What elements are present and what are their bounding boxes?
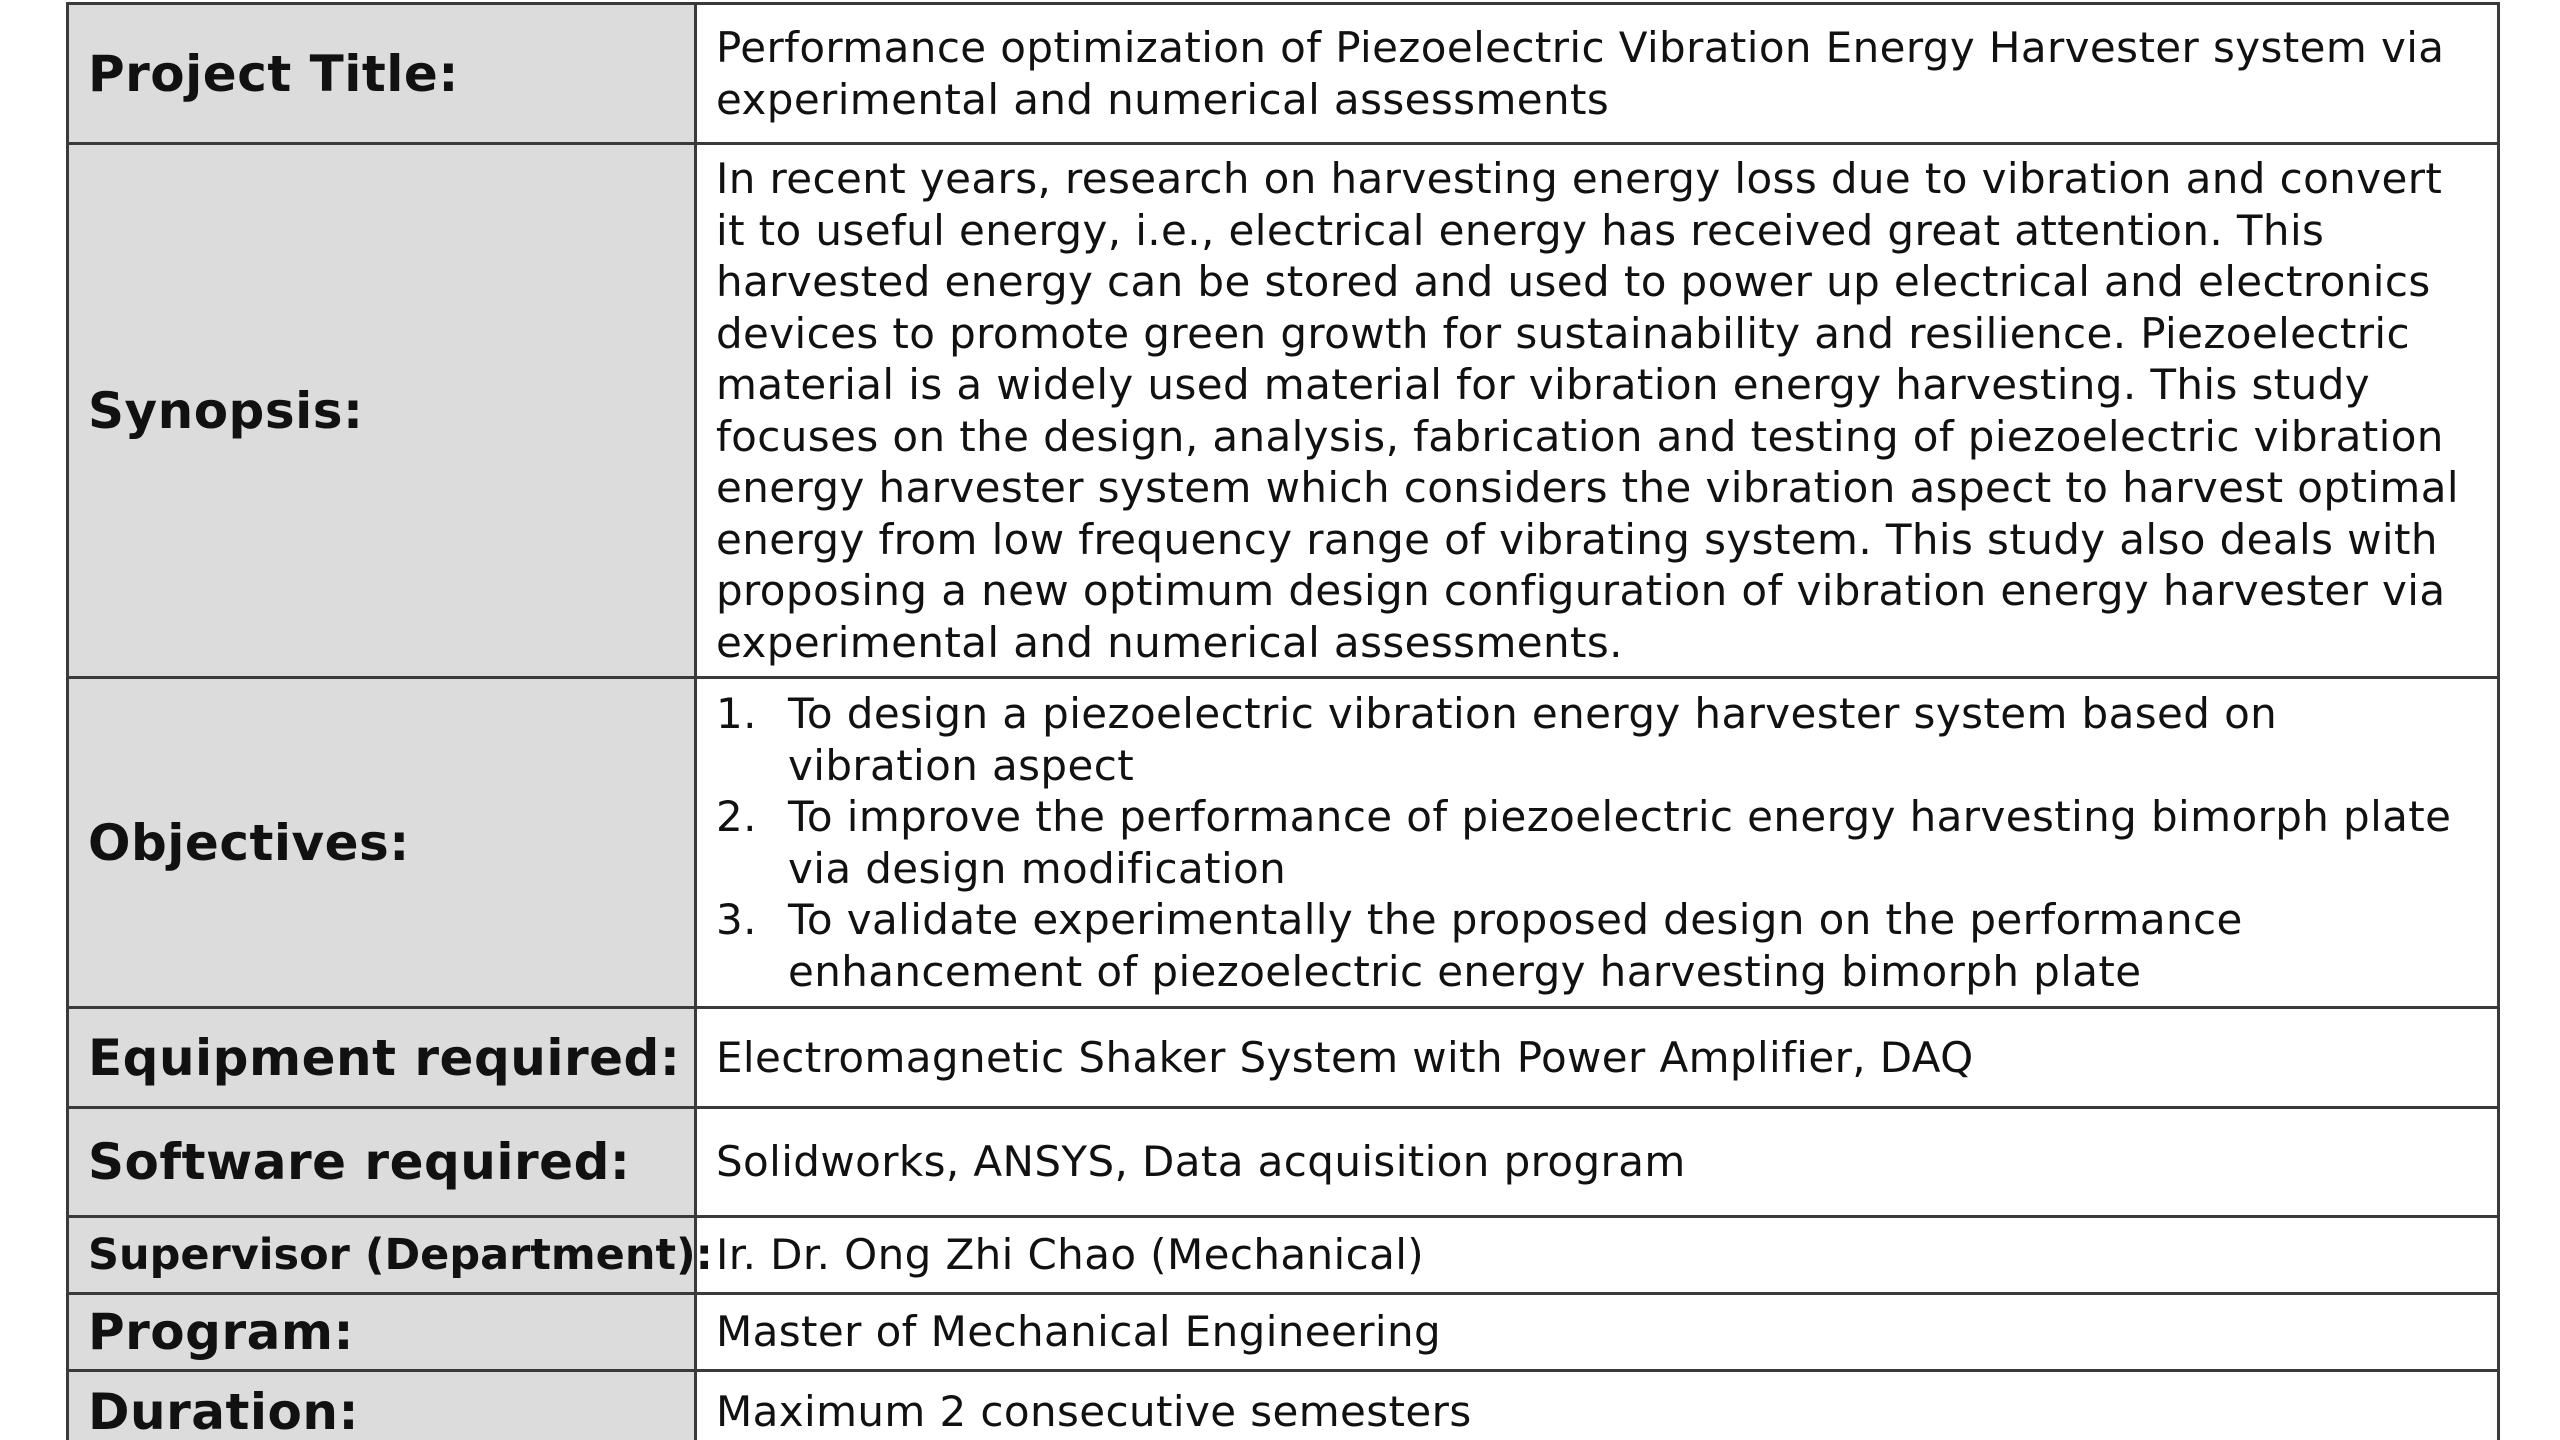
row-objectives: [68, 678, 2499, 1008]
row-software: [68, 1108, 2499, 1217]
objective-text: To design a piezoelectric vibration energy harvester system based on vibration aspect: [788, 689, 2278, 790]
project-title-label: Project Title:: [68, 4, 696, 144]
supervisor-value: Ir. Dr. Ong Zhi Chao (Mechanical): [696, 1217, 2499, 1294]
duration-label: Duration:: [68, 1371, 696, 1440]
objective-item: [716, 894, 2479, 997]
row-project-title: [68, 4, 2499, 144]
project-info-table: [66, 2, 2500, 1440]
row-supervisor: [68, 1217, 2499, 1294]
objective-text: To validate experimentally the proposed design on the performance enhancement of piezoelectric energy harvesting bimorph plate: [788, 895, 2243, 996]
objectives-list: [716, 688, 2479, 997]
objective-number: 1.: [716, 689, 757, 738]
synopsis-value: In recent years, research on harvesting energy loss due to vibration and convert it to useful energy, i.e., electrical energy has received great attention. This harvested energy can be stored and used to power up electrical and electronics devices to promote green growth for sustainability and resilience. Piezoelectric material is a widely used material for vibration energy harvesting. This study focuses on the design, analysis, fabrication and testing of piezoelectric vibration energy harvester system which considers the vibration aspect to harvest optimal energy from low frequency range of vibrating system. This study also deals with proposing a new optimum design configuration of vibration energy harvester via experimental and numerical assessments.: [696, 144, 2499, 678]
objective-item: [716, 688, 2479, 791]
objectives-value: [696, 678, 2499, 1008]
program-value: Master of Mechanical Engineering: [696, 1294, 2499, 1371]
row-synopsis: [68, 144, 2499, 678]
objective-number: 2.: [716, 792, 757, 841]
project-title-value: Performance optimization of Piezoelectric Vibration Energy Harvester system via experimental and numerical assessments: [696, 4, 2499, 144]
row-program: [68, 1294, 2499, 1371]
row-equipment: [68, 1008, 2499, 1108]
supervisor-label: Supervisor (Department):: [68, 1217, 696, 1294]
duration-value: Maximum 2 consecutive semesters: [696, 1371, 2499, 1440]
software-value: Solidworks, ANSYS, Data acquisition program: [696, 1108, 2499, 1217]
equipment-label: Equipment required:: [68, 1008, 696, 1108]
program-label: Program:: [68, 1294, 696, 1371]
equipment-value: Electromagnetic Shaker System with Power Amplifier, DAQ: [696, 1008, 2499, 1108]
synopsis-label: Synopsis:: [68, 144, 696, 678]
objective-item: [716, 791, 2479, 894]
software-label: Software required:: [68, 1108, 696, 1217]
row-duration: [68, 1371, 2499, 1440]
objective-number: 3.: [716, 895, 757, 944]
objective-text: To improve the performance of piezoelectric energy harvesting bimorph plate via design modification: [788, 792, 2452, 893]
objectives-label: Objectives:: [68, 678, 696, 1008]
